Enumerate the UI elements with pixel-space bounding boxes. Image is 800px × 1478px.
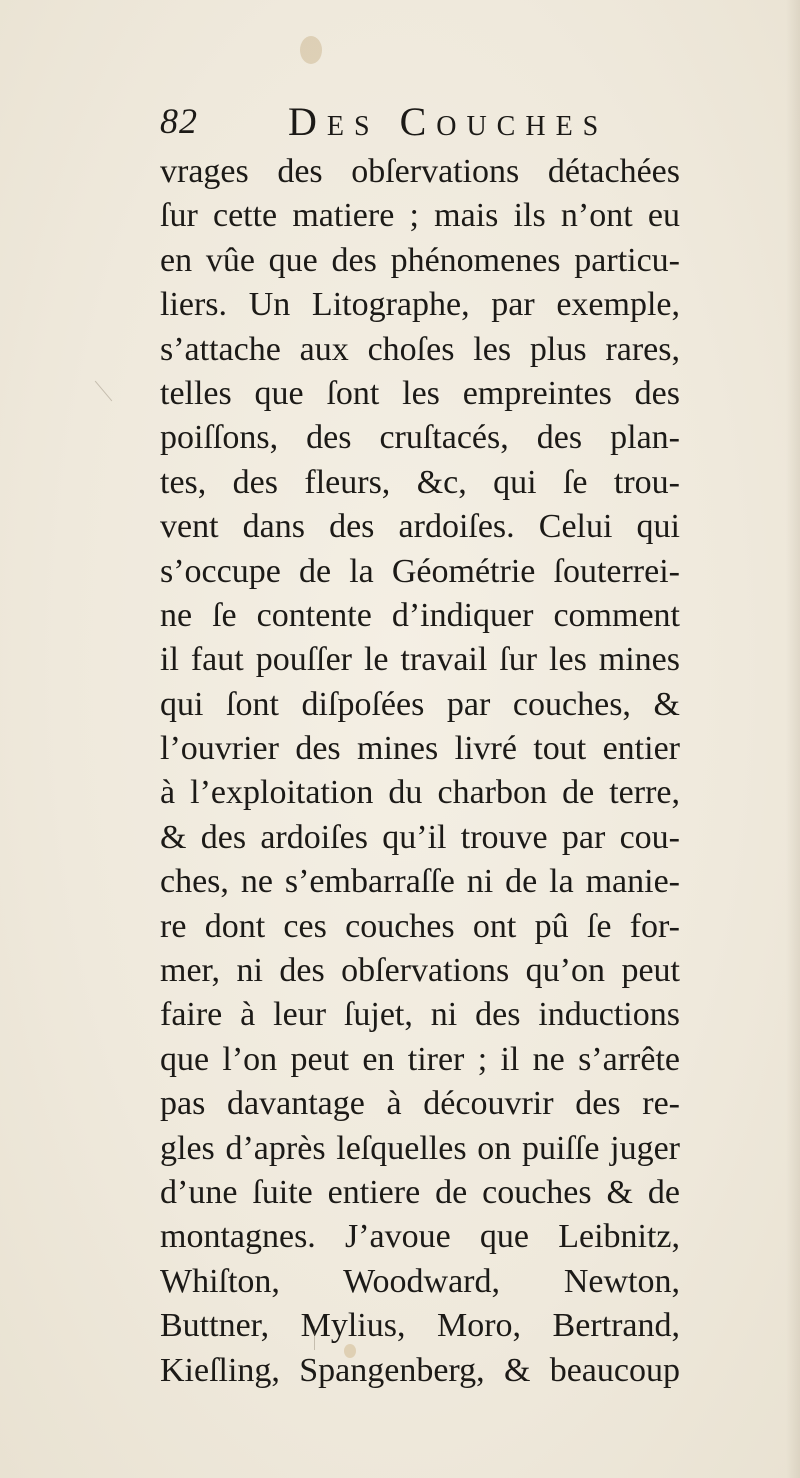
text-line: pas davantage à découvrir des re- (160, 1085, 680, 1123)
text-line: s’occupe de la Géométrie ſouterrei- (160, 552, 680, 590)
text-line: vrages des obſervations détachées (160, 153, 680, 190)
text-line: montagnes. J’avoue que Leibnitz, (160, 1218, 680, 1256)
text-line: Whiſton, Woodward, Newton, (160, 1262, 680, 1300)
body-text (160, 150, 680, 1393)
text-line: s’attache aux choſes les plus rares, (160, 330, 680, 368)
text-line: il faut pouſſer le travail ſur les mines (160, 641, 680, 679)
text-line: mer, ni des obſervations qu’on peut (160, 952, 680, 990)
text-line: & des ardoiſes qu’il trouve par cou- (160, 818, 680, 856)
text-line: l’ouvrier des mines livré tout entier (160, 730, 680, 768)
page-header (160, 98, 680, 148)
paper-mark (95, 381, 112, 402)
text-line: poiſſons, des cruſtacés, des plan- (160, 419, 680, 457)
text-line: Buttner, Mylius, Moro, Bertrand, (160, 1307, 680, 1345)
page-number: 82 (160, 101, 198, 141)
text-line: vent dans des ardoiſes. Celui qui (160, 508, 680, 546)
text-line: d’une ſuite entiere de couches & de (160, 1173, 680, 1211)
paper-stain (300, 36, 322, 64)
text-line: en vûe que des phénomenes particu- (160, 241, 680, 279)
text-line: gles d’après leſquelles on puiſſe juger (160, 1129, 680, 1167)
running-head: Des Couches (288, 99, 609, 144)
text-line: telles que ſont les empreintes des (160, 374, 680, 412)
text-line: tes, des fleurs, &c, qui ſe trou- (160, 463, 680, 501)
text-line: à l’exploitation du charbon de terre, (160, 774, 680, 812)
text-line: qui ſont diſpoſées par couches, & (160, 685, 680, 723)
text-line: ches, ne s’embarraſſe ni de la manie- (160, 863, 680, 901)
paper-stain (344, 1344, 356, 1358)
text-line: re dont ces couches ont pû ſe for- (160, 907, 680, 945)
paper-mark (314, 1326, 315, 1350)
text-line: faire à leur ſujet, ni des inductions (160, 996, 680, 1034)
text-line: que l’on peut en tirer ; il ne s’arrête (160, 1040, 680, 1078)
text-line: liers. Un Litographe, par exemple, (160, 286, 680, 324)
text-line: Kieſling, Spangenberg, & beaucoup (160, 1351, 680, 1389)
text-line: ne ſe contente d’indiquer comment (160, 596, 680, 634)
text-line: ſur cette matiere ; mais ils n’ont eu (160, 197, 680, 235)
